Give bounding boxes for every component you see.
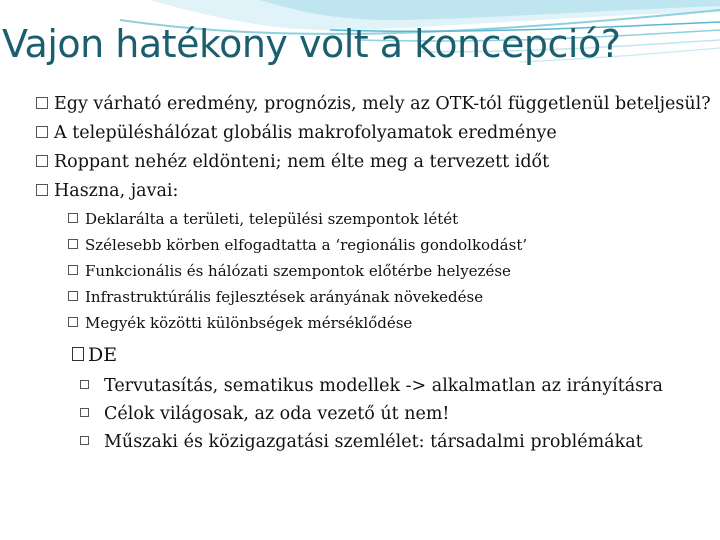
list-item: [80, 432, 643, 452]
list-item: [36, 181, 178, 201]
checkbox-bullet-icon: [36, 126, 48, 138]
de-label: DE: [88, 344, 118, 366]
checkbox-bullet-icon: [36, 184, 48, 196]
checkbox-bullet-icon: [68, 239, 78, 249]
bullet-text: Deklarálta a területi, települési szempontok létét: [85, 210, 459, 228]
bullet-text: Haszna, javai:: [54, 181, 179, 201]
page-title: Vajon hatékony volt a koncepció?: [2, 22, 621, 66]
list-item: [68, 236, 527, 254]
checkbox-bullet-icon: [68, 291, 78, 301]
list-item: [68, 288, 483, 306]
bullet-text: Tervutasítás, sematikus modellek -> alkalmatlan az irányításra: [104, 376, 663, 396]
checkbox-bullet-icon: [36, 155, 48, 167]
bullet-text: A településhálózat globális makrofolyamatok eredménye: [54, 123, 557, 143]
bullet-text: Egy várható eredmény, prognózis, mely az OTK-tól függetlenül beteljesül?: [54, 94, 711, 114]
bullet-text: Funkcionális és hálózati szempontok előtérbe helyezése: [85, 262, 511, 280]
checkbox-bullet-icon: [68, 265, 78, 275]
checkbox-bullet-icon: [80, 380, 89, 389]
checkbox-bullet-icon: [80, 436, 89, 445]
checkbox-bullet-icon: [68, 317, 78, 327]
checkbox-bullet-icon: [36, 97, 48, 109]
list-item: [36, 94, 711, 114]
checkbox-bullet-icon: [80, 408, 89, 417]
checkbox-bullet-icon: [72, 347, 84, 361]
bullet-text: Célok világosak, az oda vezető út nem!: [104, 404, 450, 424]
bullet-text: Szélesebb körben elfogadtatta a ‘regionális gondolkodást’: [85, 236, 528, 254]
checkbox-bullet-icon: [68, 213, 78, 223]
list-item: [68, 262, 511, 280]
list-item: [68, 210, 458, 228]
bullet-text: Infrastruktúrális fejlesztések arányának növekedése: [85, 288, 484, 306]
list-item: [80, 404, 449, 424]
bullet-text: Megyék közötti különbségek mérséklődése: [85, 314, 413, 332]
list-item: [36, 123, 557, 143]
bullet-text: Roppant nehéz eldönteni; nem élte meg a tervezett időt: [54, 152, 550, 172]
de-heading: [72, 344, 117, 366]
list-item: [80, 376, 663, 396]
list-item: [36, 152, 549, 172]
list-item: [68, 314, 412, 332]
bullet-text: Műszaki és közigazgatási szemlélet: társadalmi problémákat: [104, 432, 643, 452]
